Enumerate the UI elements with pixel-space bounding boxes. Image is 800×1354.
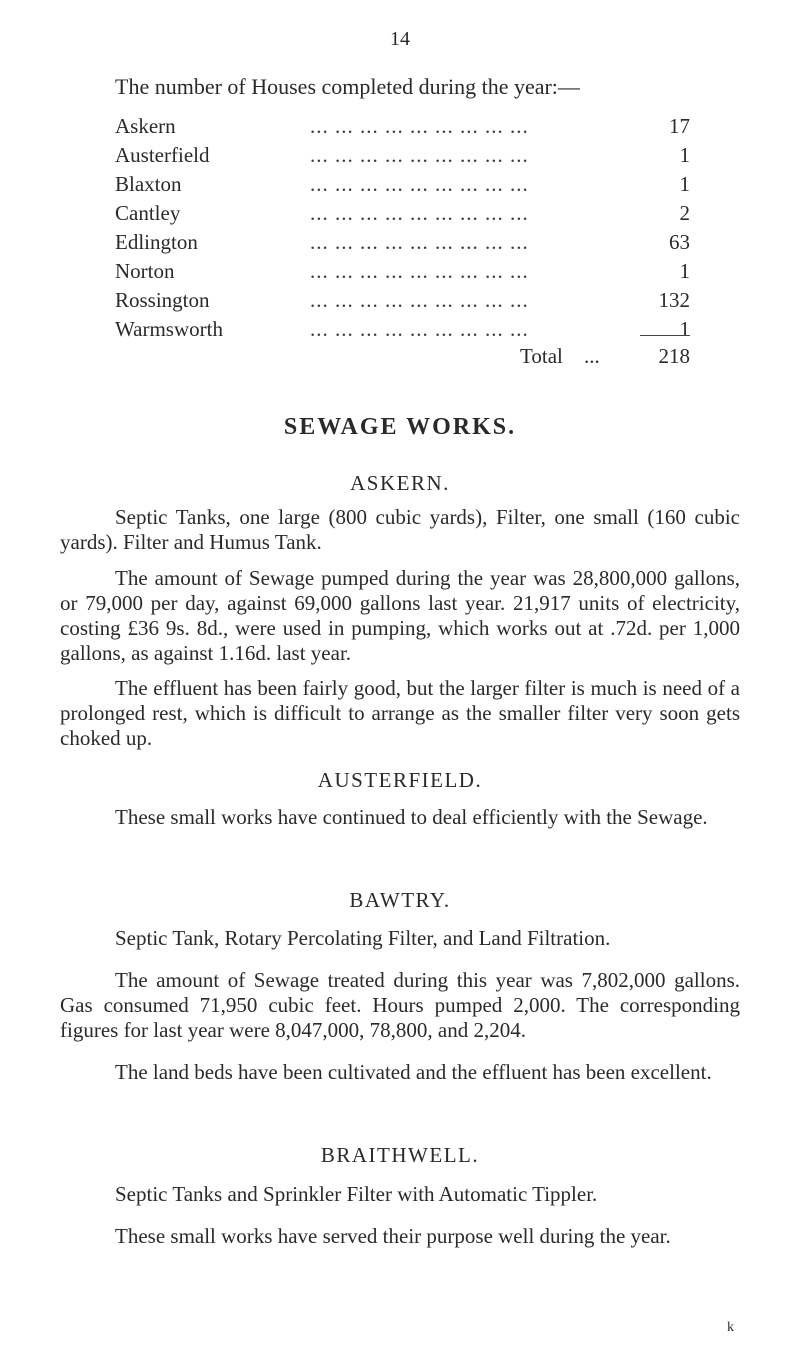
table-row bbox=[115, 257, 690, 286]
place-name: Cantley bbox=[115, 201, 181, 225]
dot-leader: ... ... ... ... ... ... ... ... ... bbox=[310, 259, 529, 283]
paragraph: The land beds have been cultivated and the effluent has been excellent. bbox=[115, 1060, 712, 1084]
total-divider bbox=[640, 335, 690, 336]
houses-table bbox=[115, 112, 690, 344]
paragraph: Septic Tank, Rotary Percolating Filter, and Land Filtration. bbox=[115, 926, 611, 950]
house-count: 132 bbox=[658, 288, 690, 312]
page-number: 14 bbox=[390, 28, 410, 50]
place-name: Austerfield bbox=[115, 143, 210, 167]
place-name: Askern bbox=[115, 114, 176, 138]
paragraph: These small works have served their purpose well during the year. bbox=[115, 1224, 671, 1248]
paragraph: The effluent has been fairly good, but the larger filter is much is need of a prolonged rest, which is difficult to arrange as the smaller filter very soon gets choked up. bbox=[60, 676, 740, 750]
table-row bbox=[115, 170, 690, 199]
house-count: 1 bbox=[679, 259, 690, 283]
table-row bbox=[115, 112, 690, 141]
subheading-austerfield: AUSTERFIELD. bbox=[317, 768, 483, 792]
subheading-askern: ASKERN. bbox=[350, 471, 450, 495]
place-name: Rossington bbox=[115, 288, 210, 312]
dot-leader: ... ... ... ... ... ... ... ... ... bbox=[310, 230, 529, 254]
dot-leader: ... ... ... ... ... ... ... ... ... bbox=[310, 114, 529, 138]
paragraph: These small works have continued to deal efficiently with the Sewage. bbox=[115, 805, 708, 829]
table-row bbox=[115, 141, 690, 170]
house-count: 2 bbox=[679, 201, 690, 225]
dot-leader: ... ... ... ... ... ... ... ... ... bbox=[310, 317, 529, 341]
house-count: 17 bbox=[669, 114, 690, 138]
house-count: 1 bbox=[679, 317, 690, 341]
catchword: k bbox=[727, 1320, 734, 1335]
subheading-braithwell: BRAITHWELL. bbox=[320, 1143, 480, 1167]
paragraph: Septic Tanks, one large (800 cubic yards), Filter, one small (160 cubic yards). Filter and Humus Tank. bbox=[60, 505, 740, 554]
house-count: 1 bbox=[679, 143, 690, 167]
paragraph: Septic Tanks and Sprinkler Filter with Automatic Tippler. bbox=[115, 1182, 598, 1206]
section-heading: SEWAGE WORKS. bbox=[283, 414, 517, 440]
place-name: Norton bbox=[115, 259, 175, 283]
table-row bbox=[115, 228, 690, 257]
house-count: 1 bbox=[679, 172, 690, 196]
place-name: Warmsworth bbox=[115, 317, 223, 341]
paragraph: The amount of Sewage pumped during the year was 28,800,000 gallons, or 79,000 per day, against 69,000 gallons last year. 21,917 units of electricity, costing £36 9s. 8d., were used in pumping, which works out at .72d. per 1,000 gallons, as against 1.16d. last year. bbox=[60, 566, 740, 665]
houses-intro: The number of Houses completed during the year:— bbox=[115, 74, 580, 99]
subheading-bawtry: BAWTRY. bbox=[349, 888, 451, 912]
dot-leader: ... bbox=[584, 344, 600, 368]
house-count: 63 bbox=[669, 230, 690, 254]
total-label: Total bbox=[520, 344, 563, 368]
table-row bbox=[115, 286, 690, 315]
paragraph: The amount of Sewage treated during this year was 7,802,000 gallons. Gas consumed 71,950 cubic feet. Hours pumped 2,000. The corresponding figures for last year were 8,047,000, 78,800, and 2,204. bbox=[60, 968, 740, 1042]
dot-leader: ... ... ... ... ... ... ... ... ... bbox=[310, 172, 529, 196]
dot-leader: ... ... ... ... ... ... ... ... ... bbox=[310, 288, 529, 312]
dot-leader: ... ... ... ... ... ... ... ... ... bbox=[310, 201, 529, 225]
dot-leader: ... ... ... ... ... ... ... ... ... bbox=[310, 143, 529, 167]
total-value: 218 bbox=[658, 344, 690, 368]
place-name: Blaxton bbox=[115, 172, 182, 196]
place-name: Edlington bbox=[115, 230, 198, 254]
table-row bbox=[115, 315, 690, 344]
table-row bbox=[115, 199, 690, 228]
